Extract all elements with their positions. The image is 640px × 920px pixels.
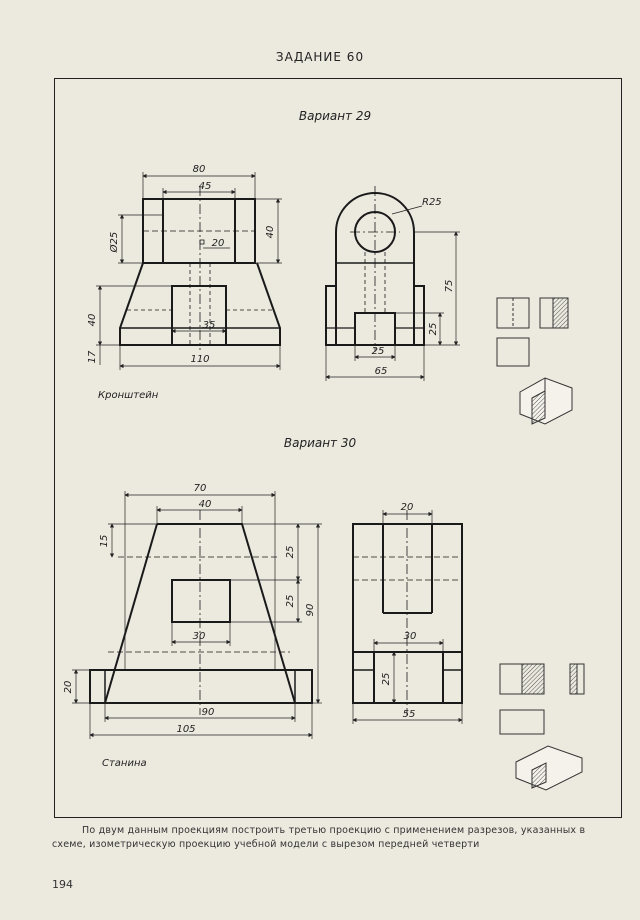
svg-text:15: 15 <box>99 534 110 548</box>
svg-text:40: 40 <box>198 499 212 510</box>
variant30-front-labels <box>63 483 316 735</box>
instruction-text: По двум данным проекциям построить третью проекцию с применением разрезов, указанных в схеме, изометрическую проекцию учебной модели с вырезом передней четверти <box>52 825 586 850</box>
svg-text:75: 75 <box>444 279 455 293</box>
svg-text:110: 110 <box>190 354 210 365</box>
variant29-front-view <box>120 186 280 350</box>
svg-text:40: 40 <box>87 313 98 327</box>
variant30-scheme <box>500 664 584 790</box>
variant30-front-dimensions <box>72 491 322 739</box>
variant29-front-labels <box>87 164 276 365</box>
variant29-side-view <box>326 186 424 352</box>
svg-text:55: 55 <box>402 709 416 720</box>
svg-text:25: 25 <box>428 322 439 336</box>
svg-text:R25: R25 <box>422 197 442 208</box>
svg-text:65: 65 <box>374 366 388 377</box>
svg-text:Ø25: Ø25 <box>109 231 120 253</box>
variant29-scheme <box>497 298 572 424</box>
variant29-title: Вариант 29 <box>298 109 372 123</box>
page-number: 194 <box>52 878 73 891</box>
svg-text:25: 25 <box>381 672 392 686</box>
svg-text:25: 25 <box>285 545 296 559</box>
variant30-title: Вариант 30 <box>283 436 357 450</box>
svg-text:25: 25 <box>285 594 296 608</box>
page-title: ЗАДАНИЕ 60 <box>275 50 365 64</box>
svg-text:35: 35 <box>202 320 216 331</box>
svg-text:25: 25 <box>371 346 385 357</box>
variant30-side-view <box>353 510 462 715</box>
svg-text:17: 17 <box>87 350 98 364</box>
svg-text:20: 20 <box>211 238 225 249</box>
variant30-part-name: Станина <box>102 758 147 769</box>
svg-text:30: 30 <box>192 631 206 642</box>
variant30-side-labels <box>381 502 416 720</box>
svg-text:40: 40 <box>265 225 276 239</box>
svg-text:80: 80 <box>192 164 206 175</box>
variant30-front-view <box>90 510 312 715</box>
svg-text:20: 20 <box>63 680 74 694</box>
svg-text:20: 20 <box>400 502 414 513</box>
svg-text:30: 30 <box>403 631 417 642</box>
svg-text:105: 105 <box>176 724 196 735</box>
variant29-part-name: Кронштейн <box>98 390 159 401</box>
variant30-side-dimensions <box>353 510 462 724</box>
svg-text:45: 45 <box>198 181 212 192</box>
svg-text:90: 90 <box>305 603 316 617</box>
svg-text:70: 70 <box>193 483 207 494</box>
svg-text:90: 90 <box>201 707 215 718</box>
